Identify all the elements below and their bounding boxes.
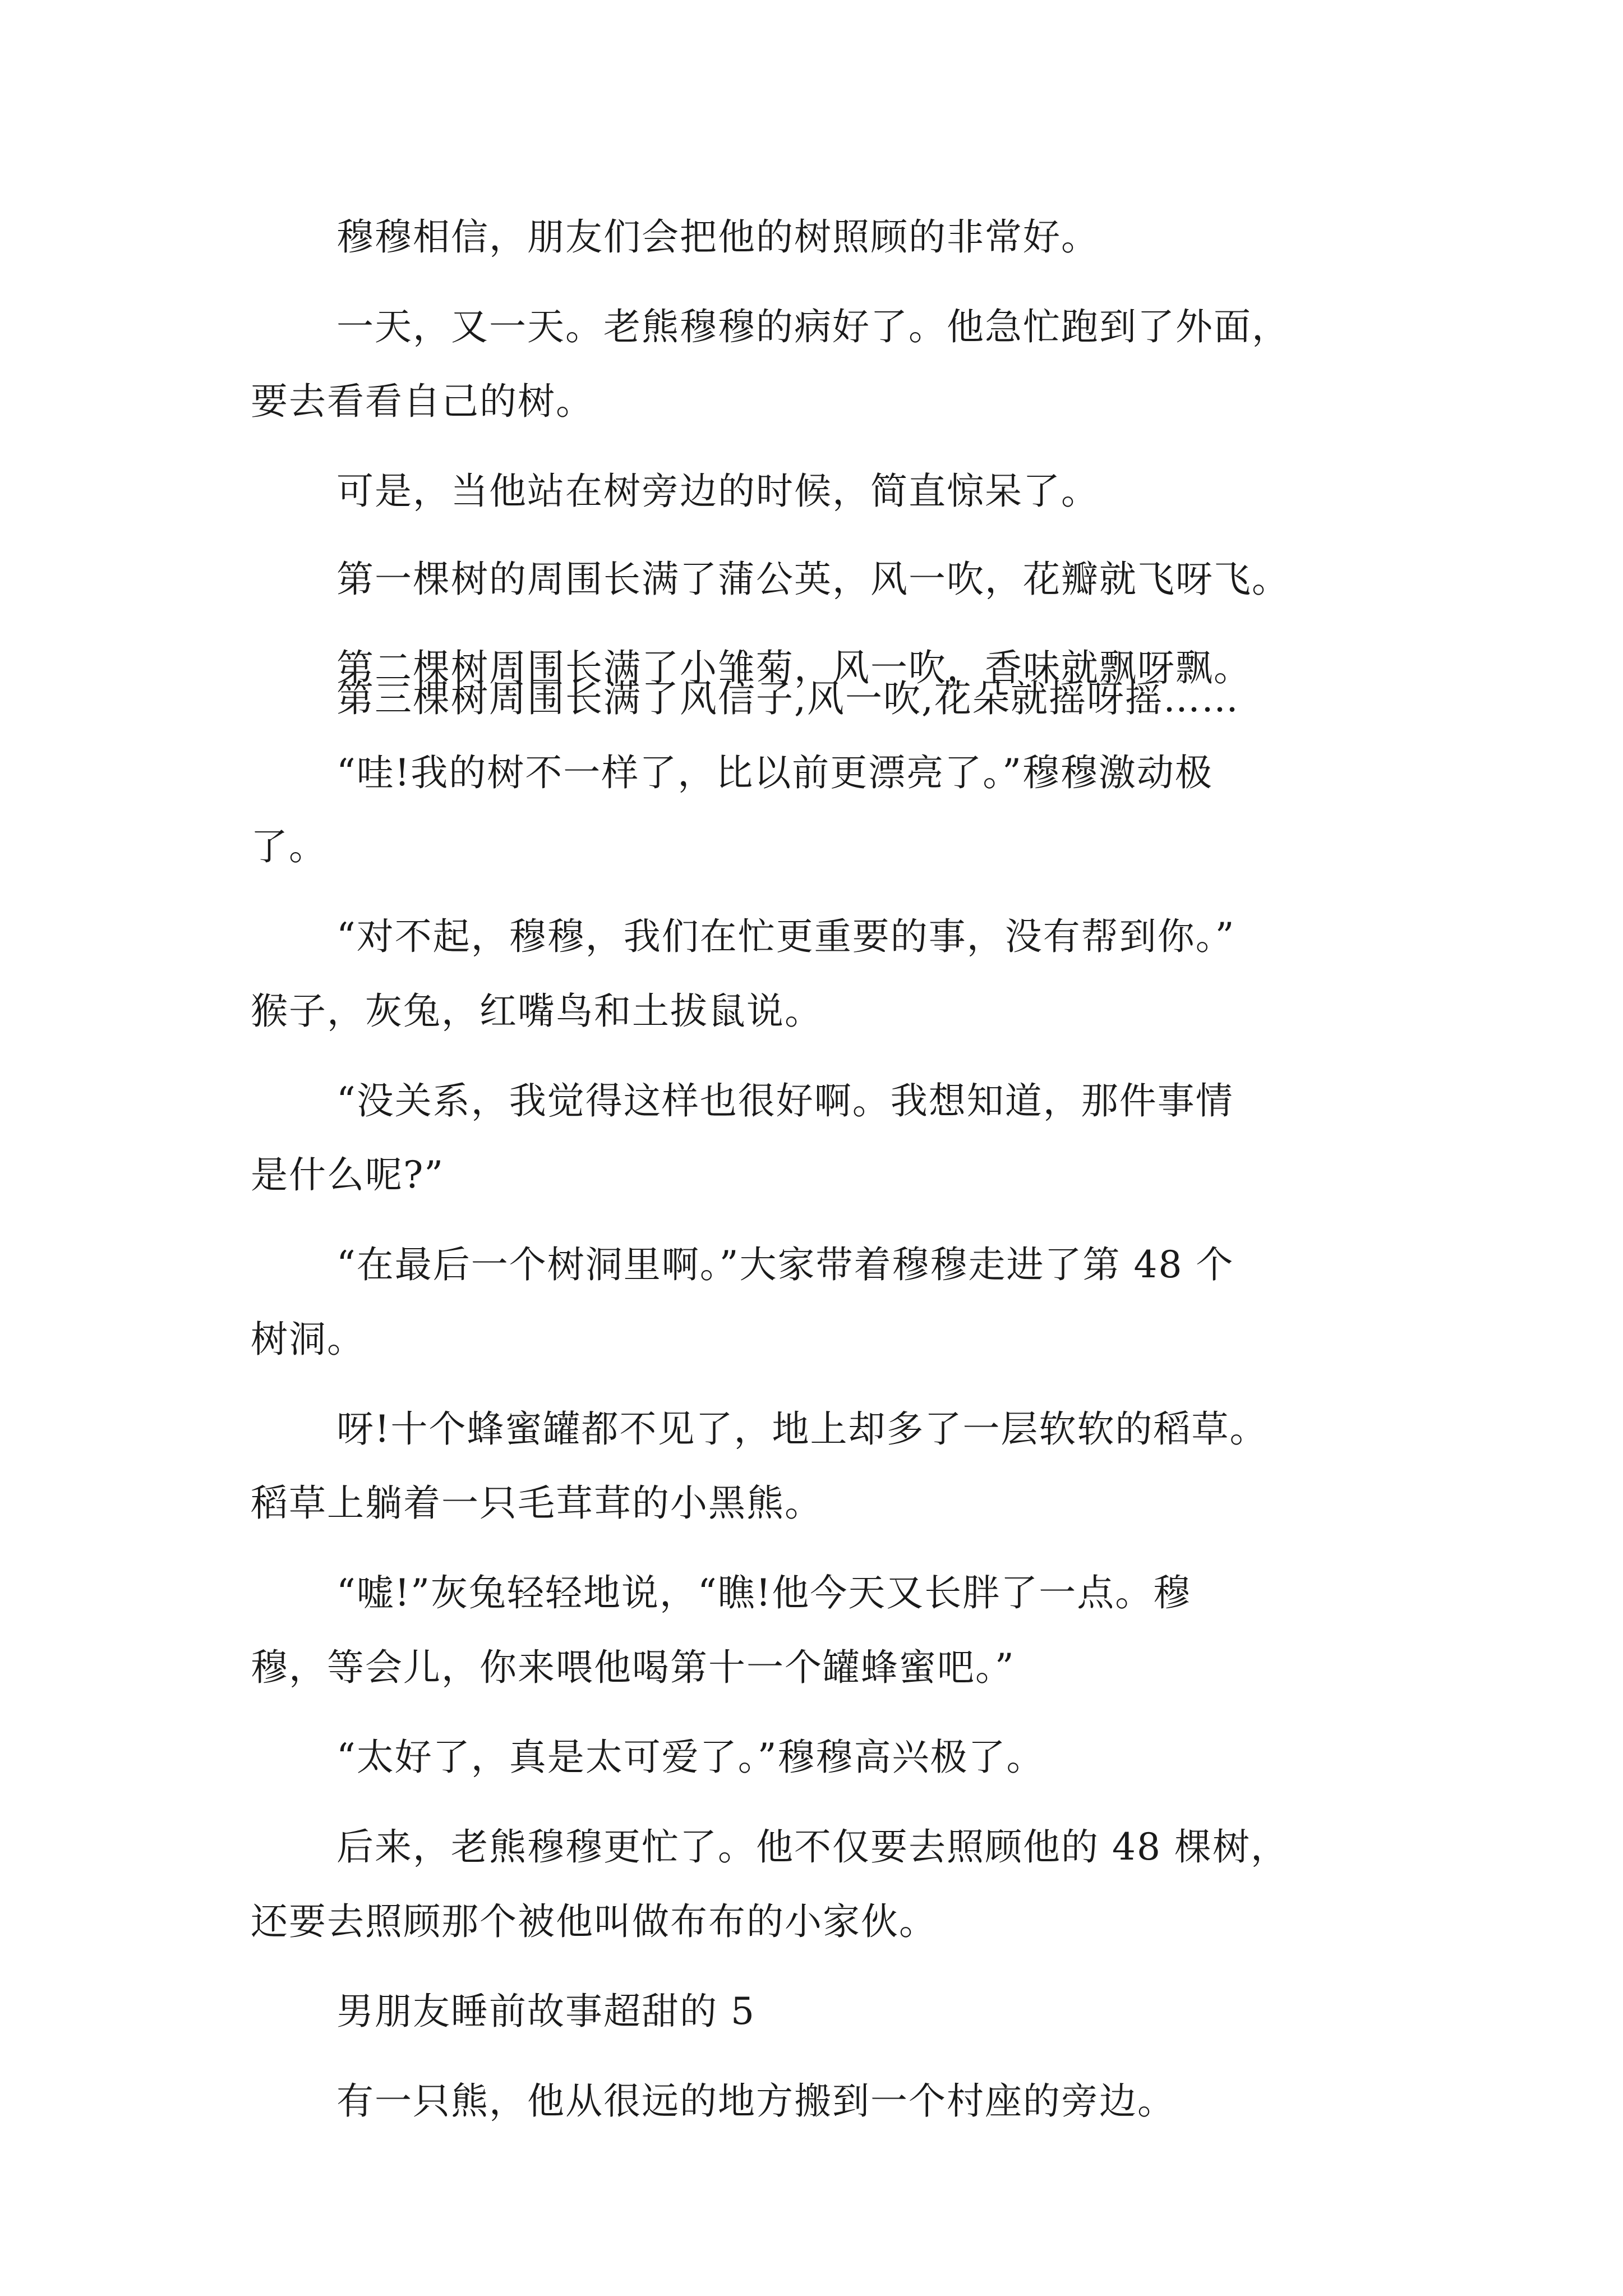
paragraph-line: 稻草上躺着一只毛茸茸的小黑熊。 xyxy=(251,1481,823,1525)
paragraph-line: 穆，等会儿，你来喂他喝第十一个罐蜂蜜吧。” xyxy=(251,1646,1015,1689)
paragraph-line: “哇!我的树不一样了，比以前更漂亮了。”穆穆激动极 xyxy=(336,751,1214,794)
paragraph-line: 可是，当他站在树旁边的时候，简直惊呆了。 xyxy=(336,470,1099,513)
paragraph-line: “嘘!”灰兔轻轻地说，“瞧!他今天又长胖了一点。穆 xyxy=(336,1571,1192,1614)
section-heading: 男朋友睡前故事超甜的 5 xyxy=(336,1990,755,2033)
paragraph-line: 穆穆相信，朋友们会把他的树照顾的非常好。 xyxy=(336,215,1099,259)
paragraph-line: 了。 xyxy=(251,825,327,868)
paragraph-line: “没关系，我觉得这样也很好啊。我想知道，那件事情 xyxy=(336,1079,1234,1122)
paragraph-line: 树洞。 xyxy=(251,1318,365,1361)
paragraph-line: 要去看看自己的树。 xyxy=(251,380,594,423)
paragraph-line: 一天，又一天。老熊穆穆的病好了。他急忙跑到了外面， xyxy=(336,305,1290,348)
paragraph-line: 第二棵树周围长满了小雏菊，风一吹，香味就飘呀飘。 xyxy=(336,646,1252,689)
paragraph-line: 呀!十个蜂蜜罐都不见了，地上却多了一层软软的稻草。 xyxy=(336,1407,1268,1451)
paragraph-line: 后来，老熊穆穆更忙了。他不仅要去照顾他的 48 棵树， xyxy=(336,1825,1289,1869)
paragraph-line: 第三棵树周围长满了风信子,风一吹,花朵就摇呀摇…… xyxy=(336,677,1239,720)
paragraph-line: 是什么呢?” xyxy=(251,1153,445,1197)
paragraph-line: “在最后一个树洞里啊。”大家带着穆穆走进了第 48 个 xyxy=(336,1243,1234,1286)
paragraph-line: 有一只熊，他从很远的地方搬到一个村座的旁边。 xyxy=(336,2079,1175,2123)
paragraph-line: 还要去照顾那个被他叫做布布的小家伙。 xyxy=(251,1900,937,1943)
paragraph-line: “太好了，真是太可爱了。”穆穆高兴极了。 xyxy=(336,1736,1045,1779)
paragraph-line: 第一棵树的周围长满了蒲公英，风一吹，花瓣就飞呀飞。 xyxy=(336,558,1290,601)
paragraph-line: 猴子，灰兔，红嘴鸟和土拔鼠说。 xyxy=(251,990,823,1033)
paragraph-line: “对不起，穆穆，我们在忙更重要的事，没有帮到你。” xyxy=(336,915,1235,958)
